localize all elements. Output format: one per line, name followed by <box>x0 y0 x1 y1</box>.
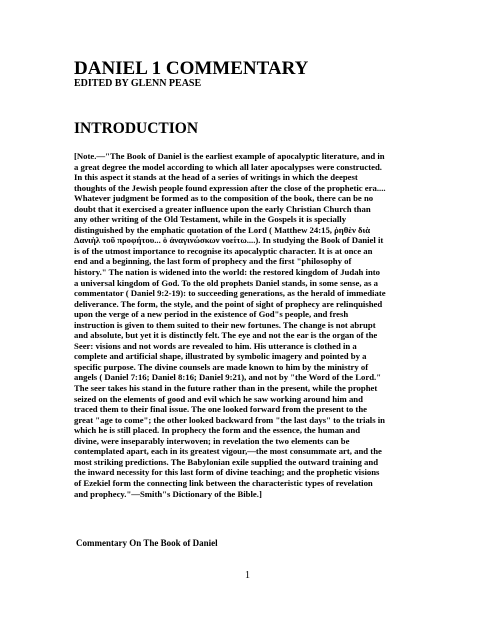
paragraph-line: great "age to come"; the other looked backward from "the last days" to the trials in <box>74 414 386 425</box>
paragraph-line: Whatever judgment be formed as to the composition of the book, there can be no <box>74 193 374 204</box>
document-subtitle: EDITED BY GLENN PEASE <box>74 78 202 89</box>
paragraph-line: upon the verge of a new period in the existence of God"s people, and fresh <box>74 309 349 320</box>
page-number: 1 <box>245 570 250 581</box>
paragraph-line: seized on the elements of good and evil which he saw working around him and <box>74 393 363 404</box>
paragraph-line: the inward necessity for this last form of divine teaching; and the prophetic visions <box>74 467 380 478</box>
paragraph-line: is of the utmost importance to recognise its apocalyptic character. It is at once an <box>74 245 373 256</box>
paragraph-line: In this aspect it stands at the head of a series of writings in which the deepest <box>74 172 358 183</box>
paragraph-line: Δανιὴλ τοῦ προφήτου... ὁ ἀναγινώσκων νοείτω....). In studying the Book of Daniel it <box>74 235 384 246</box>
paragraph-line: complete and artificial shape, illustrated by symbolic imagery and pointed by a <box>74 351 367 362</box>
paragraph-line: specific purpose. The divine counsels are made known to him by the ministry of <box>74 361 369 372</box>
paragraph-line: commentator ( Daniel 9:2-19): to succeeding generations, as the herald of immediate <box>74 288 386 299</box>
paragraph-line: doubt that it exercised a greater influence upon the early Christian Church than <box>74 203 371 214</box>
paragraph-line: divine, were inseparably interwoven; in revelation the two elements can be <box>74 435 350 446</box>
paragraph-line: traced them to their final issue. The one looked forward from the present to the <box>74 404 368 415</box>
paragraph-line: Seer: visions and not words are revealed to him. His utterance is clothed in a <box>74 340 357 351</box>
paragraph-line: and prophecy."—Smith"s Dictionary of the Bible.] <box>74 488 262 499</box>
paragraph-line: end and a beginning, the last form of prophecy and the first "philosophy of <box>74 256 352 267</box>
paragraph-line: thoughts of the Jewish people found expression after the close of the prophetic era.... <box>74 182 386 193</box>
introduction-paragraph <box>74 151 422 499</box>
paragraph-line: contemplated apart, each in its greatest vigour,—the most consummate art, and the <box>74 446 382 457</box>
paragraph-line: most striking predictions. The Babylonian exile supplied the outward training and <box>74 456 379 467</box>
paragraph-line: a universal kingdom of God. To the old prophets Daniel stands, in some sense, as a <box>74 277 378 288</box>
paragraph-line: history." The nation is widened into the world: the restored kingdom of Judah into <box>74 267 381 278</box>
paragraph-line: distinguished by the emphatic quotation of the Lord ( Matthew 24:15, ῥηθὲν διὰ <box>74 224 371 235</box>
paragraph-line: deliverance. The form, the style, and the point of sight of prophecy are relinquished <box>74 298 383 309</box>
commentary-subheading: Commentary On The Book of Daniel <box>76 538 218 548</box>
paragraph-line: The seer takes his stand in the future rather than in the present, while the prophet <box>74 383 378 394</box>
section-heading: INTRODUCTION <box>74 120 199 137</box>
paragraph-line: [Note.—"The Book of Daniel is the earliest example of apocalyptic literature, and in <box>74 151 385 161</box>
paragraph-line: and absolute, but yet it is distinctly felt. The eye and not the ear is the organ of the <box>74 330 378 341</box>
paragraph-line: instruction is given to them suited to their new fortunes. The change is not abrupt <box>74 319 376 330</box>
paragraph-line: a great degree the model according to which all later apocalypses were constructed. <box>74 161 382 172</box>
document-title: DANIEL 1 COMMENTARY <box>74 58 309 79</box>
paragraph-line: any other writing of the Old Testament, while in the Gospels it is specially <box>74 214 347 225</box>
paragraph-line: angels ( Daniel 7:16; Daniel 8:16; Daniel 9:21), and not by "the Word of the Lord." <box>74 372 382 383</box>
paragraph-line: of Ezekiel form the connecting link between the characteristic types of revelation <box>74 477 373 488</box>
paragraph-line: which he is still placed. In prophecy the form and the essence, the human and <box>74 425 361 436</box>
